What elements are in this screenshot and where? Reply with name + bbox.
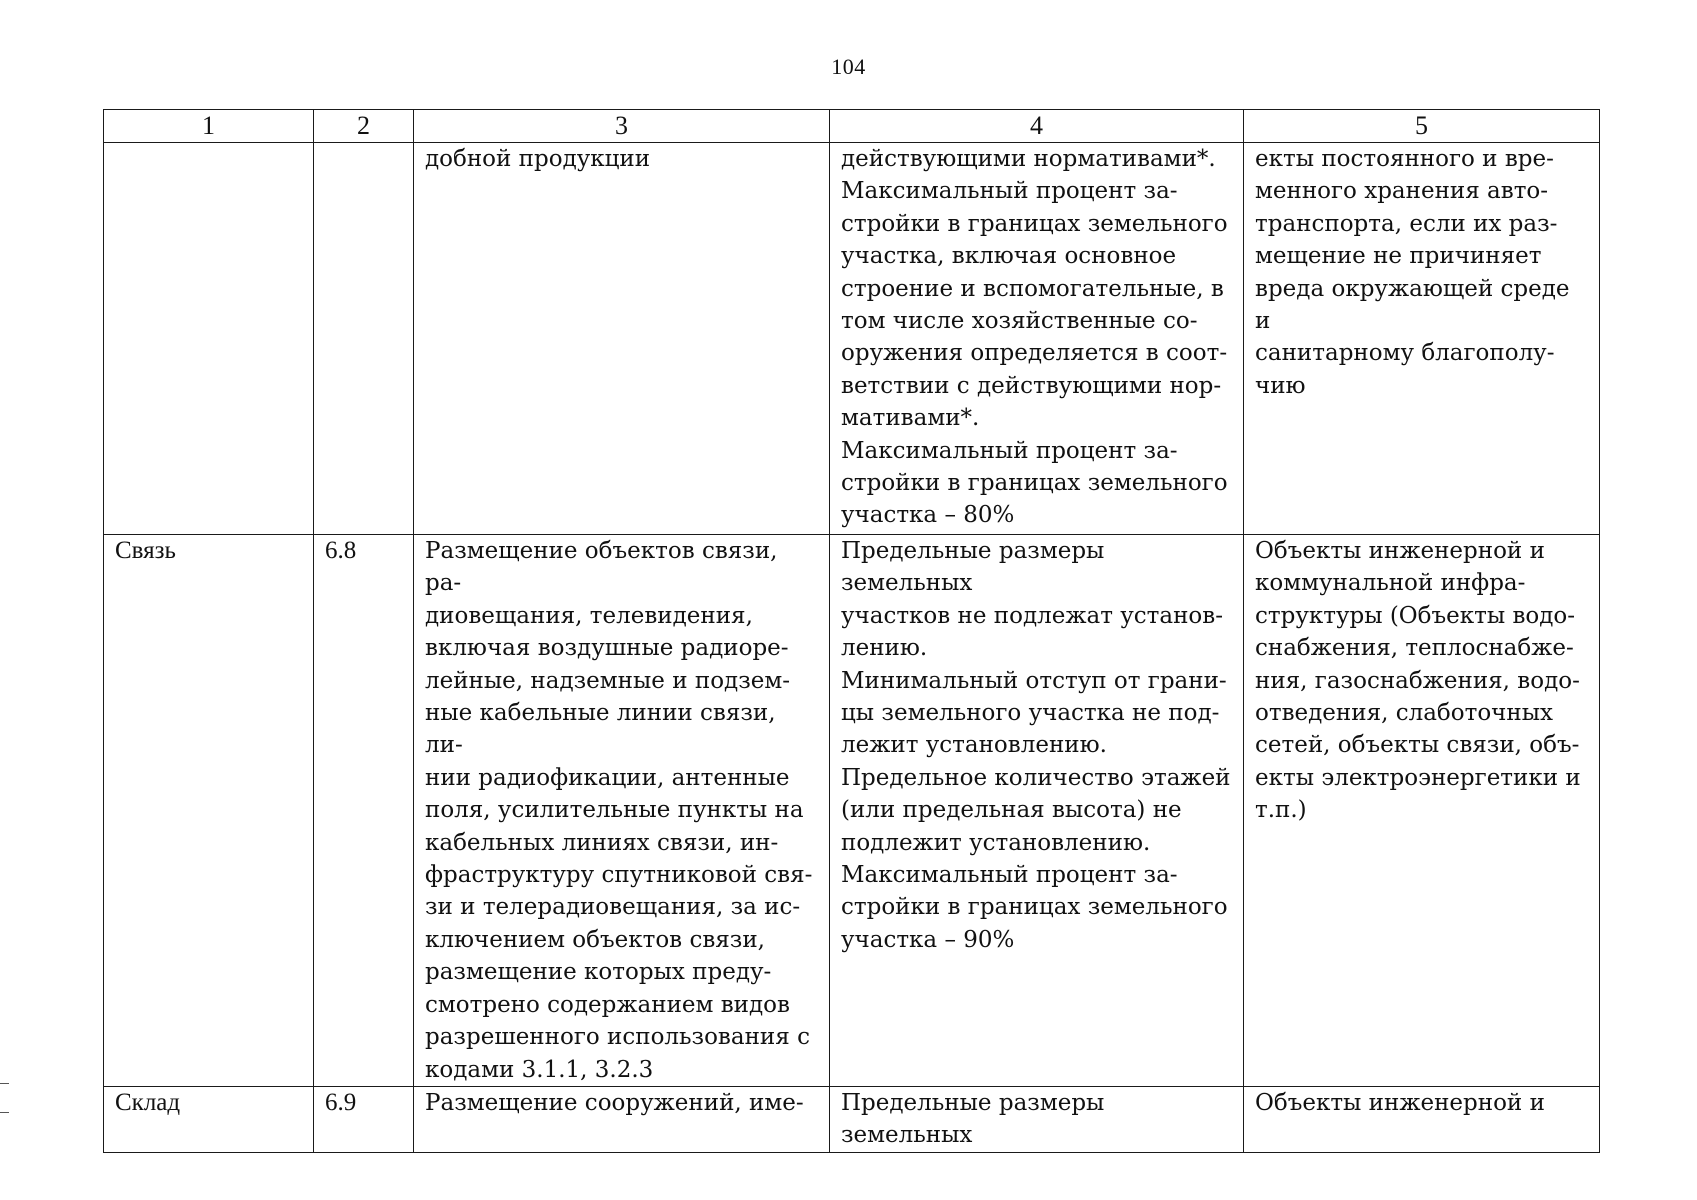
use-code-cell: 6.9 — [314, 1086, 414, 1152]
column-header-4: 4 — [830, 110, 1244, 143]
land-use-table — [103, 109, 1600, 1153]
table-row — [104, 1086, 1600, 1152]
use-description-cell: добной продукции — [414, 143, 830, 535]
use-description-cell: Размещение сооружений, име- — [414, 1086, 830, 1152]
related-objects-cell: Объекты инженерной и коммунальной инфра- структуры (Объекты водо- снабжения, теплоснабже- ния, газоснабжения, водо- отведения, слаботочных сетей, объекты связи, объ- екты электроэнергетики и т.п.) — [1244, 535, 1600, 1087]
related-objects-cell: Объекты инженерной и — [1244, 1086, 1600, 1152]
use-name-cell — [104, 143, 314, 535]
column-header-1: 1 — [104, 110, 314, 143]
page-number: 104 — [831, 54, 866, 79]
scan-edge-mark — [0, 1112, 9, 1113]
use-code-cell: 6.8 — [314, 535, 414, 1087]
table-row — [104, 143, 1600, 535]
use-parameters-cell: Предельные размеры земельных — [830, 1086, 1244, 1152]
column-header-5: 5 — [1244, 110, 1600, 143]
table-header-row — [104, 110, 1600, 143]
table-row — [104, 535, 1600, 1087]
use-name-cell: Связь — [104, 535, 314, 1087]
column-header-3: 3 — [414, 110, 830, 143]
scan-edge-mark — [0, 1083, 9, 1084]
use-parameters-cell: действующими нормативами*. Максимальный процент за- стройки в границах земельного участка, включая основное строение и вспомогательные, в том числе хозяйственные со- оружения определяется в соот- ветствии с действующими нор- мативами*. Максимальный процент за- стройки в границах земельного участка – 80% — [830, 143, 1244, 535]
use-parameters-cell: Предельные размеры земельных участков не подлежат установ- лению. Минимальный отступ от грани- цы земельного участка не под- лежит установлению. Предельное количество этажей (или предельная высота) не подлежит установлению. Максимальный процент за- стройки в границах земельного участка – 90% — [830, 535, 1244, 1087]
column-header-2: 2 — [314, 110, 414, 143]
use-description-cell: Размещение объектов связи, ра- диовещания, телевидения, включая воздушные радиоре- лейные, надземные и подзем- ные кабельные линии связи, ли- нии радиофикации, антенные поля, усилительные пункты на кабельных линиях связи, ин- фраструктуру спутниковой свя- зи и телерадиовещания, за ис- ключением объектов связи, размещение которых преду- смотрено содержанием видов разрешенного использования с кодами 3.1.1, 3.2.3 — [414, 535, 830, 1087]
use-code-cell — [314, 143, 414, 535]
related-objects-cell: екты постоянного и вре- менного хранения авто- транспорта, если их раз- мещение не причиняет вреда окружающей среде и санитарному благополу- чию — [1244, 143, 1600, 535]
use-name-cell: Склад — [104, 1086, 314, 1152]
